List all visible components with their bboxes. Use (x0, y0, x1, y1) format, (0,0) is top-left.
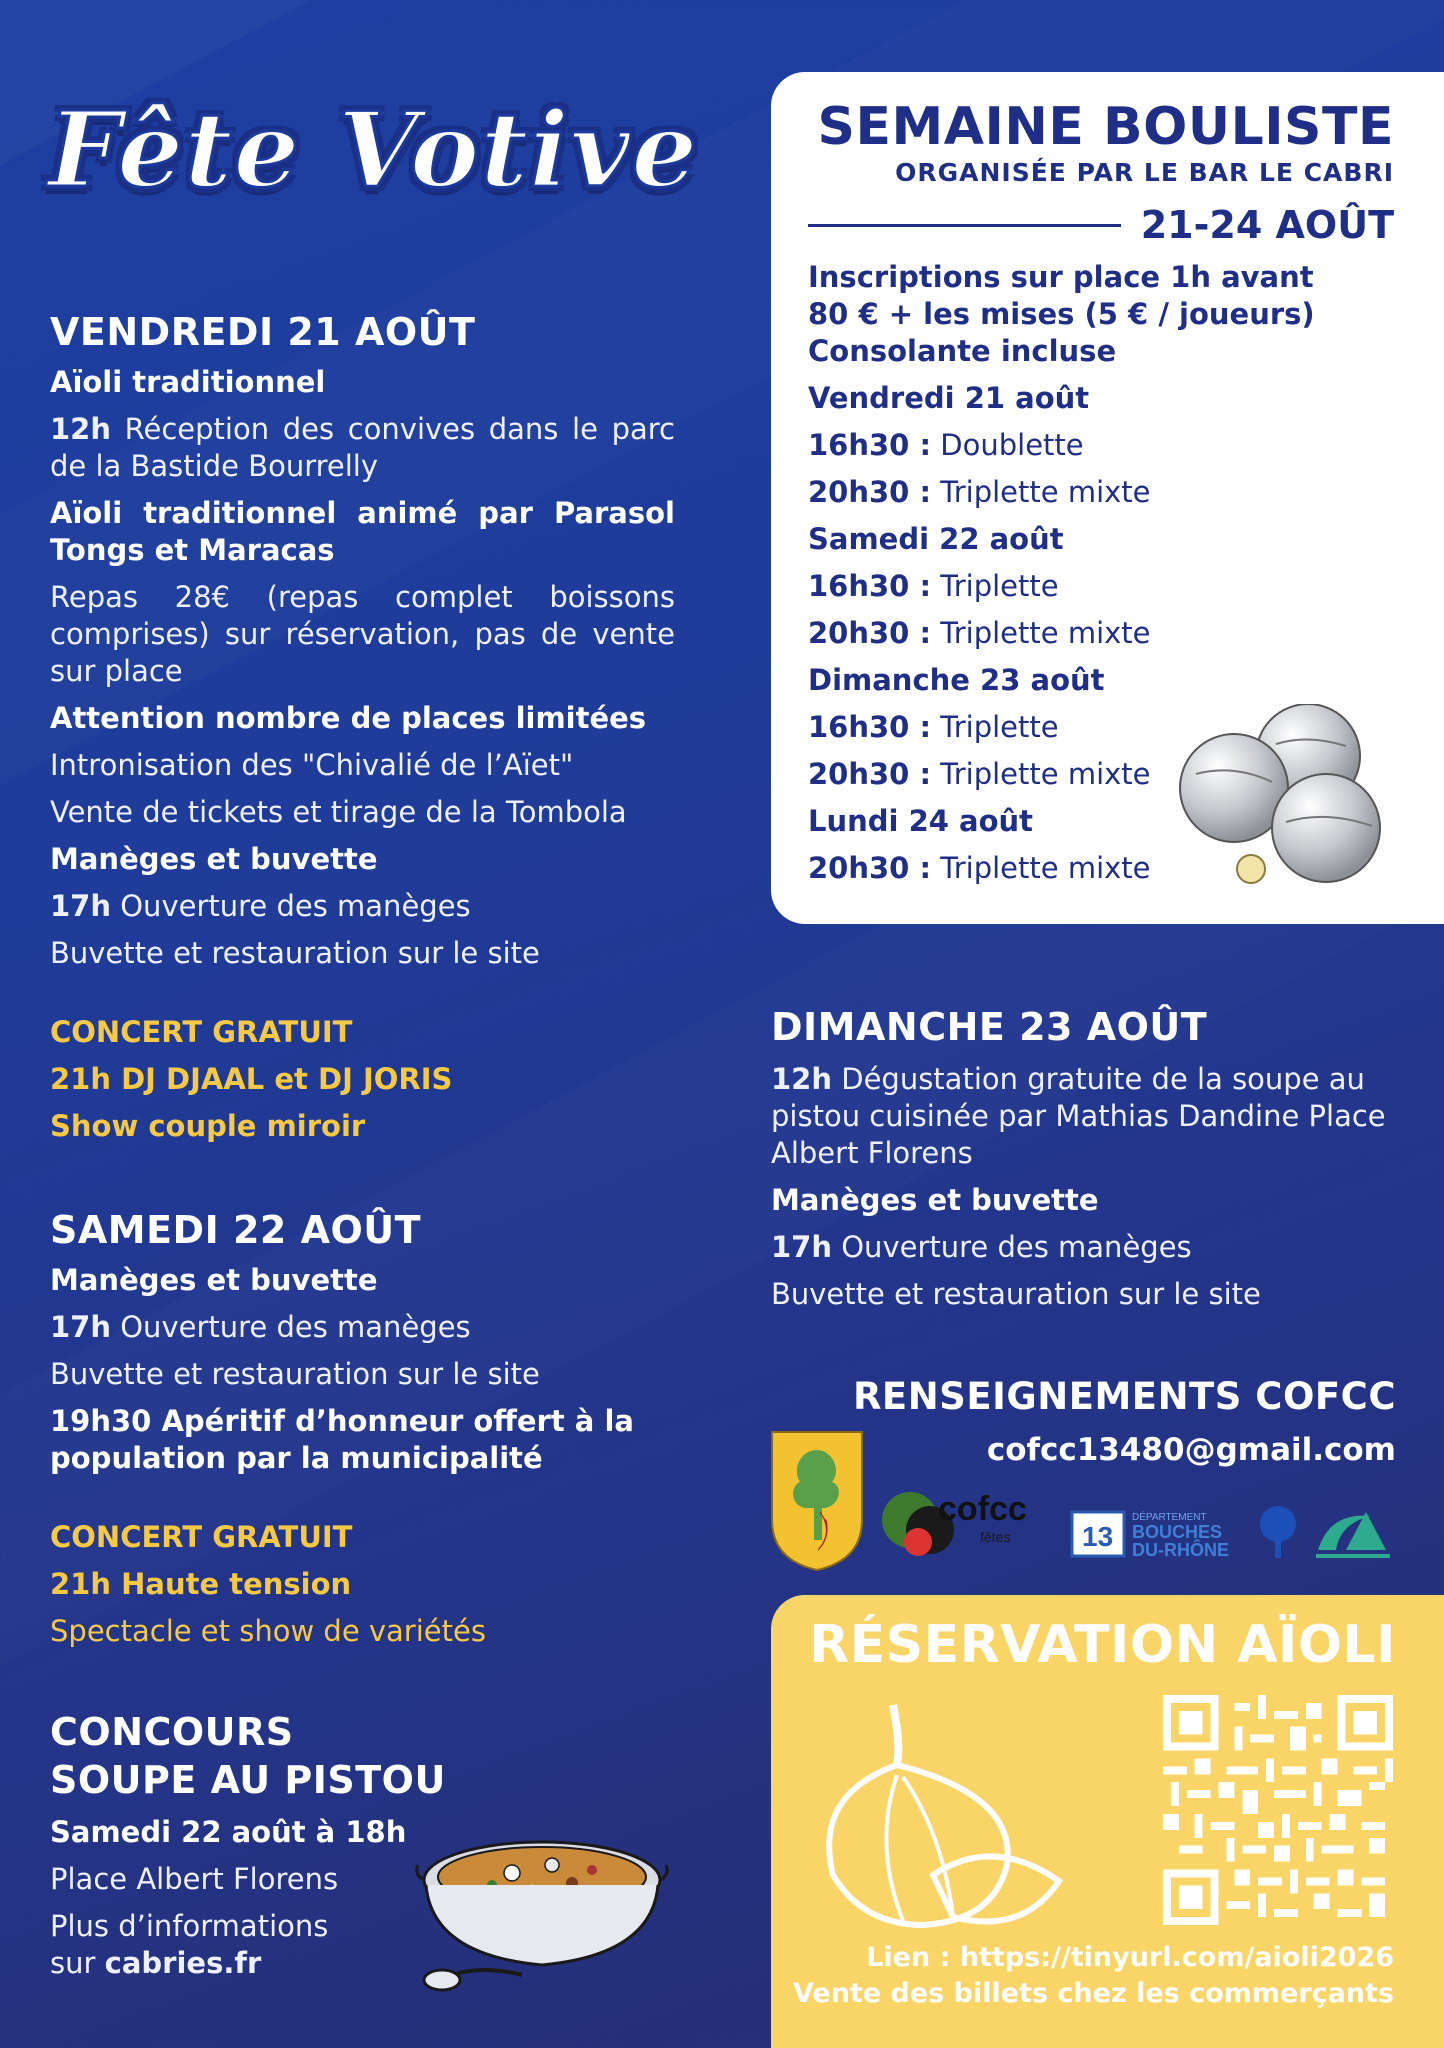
sunday-maneges: Manèges et buvette (771, 1183, 1099, 1217)
time-label: 16h30 : (808, 569, 932, 603)
friday-intronisation: Intronisation des "Chivalié de l’Aïet" (50, 748, 574, 782)
event-label: Triplette mixte (931, 475, 1151, 509)
reservation-panel (771, 1595, 1444, 2048)
website-link[interactable]: cabries.fr (104, 1946, 262, 1980)
reservation-link-block (793, 1940, 1394, 2012)
departement-logo (1072, 1510, 1229, 1560)
friday-meal: Repas 28€ (repas complet boissons comprises) sur réservation, pas de vente sur place (50, 580, 675, 688)
soupe-heading-1: CONCOURS (50, 1710, 294, 1754)
saturday-heading: SAMEDI 22 AOÛT (50, 1208, 422, 1252)
cofcc-logo (882, 1490, 1027, 1556)
tree-logo-icon (1260, 1506, 1296, 1558)
contact-email[interactable]: cofcc13480@gmail.com (986, 1432, 1396, 1468)
event-label: Doublette (931, 428, 1084, 462)
reception-text: Réception des convives dans le parc de la Bastide Bourrelly (50, 412, 675, 483)
bouliste-organizer: ORGANISÉE PAR LE BAR LE CABRI (895, 158, 1394, 187)
cofcc-logo-text: cofcc (938, 1490, 1027, 1528)
divider-line (808, 224, 1121, 227)
sunday-heading: DIMANCHE 23 AOÛT (771, 1005, 1208, 1049)
bouliste-inscriptions (808, 259, 1394, 370)
friday-show: Show couple miroir (50, 1109, 366, 1143)
friday-animation: Aïoli traditionnel animé par Parasol Tongs et Maracas (50, 496, 675, 567)
event-label: Triplette (931, 710, 1059, 744)
friday-section (50, 310, 675, 1145)
reservation-title: RÉSERVATION AÏOLI (809, 1615, 1396, 1675)
event-label: Triplette mixte (931, 757, 1151, 791)
soupe-date: Samedi 22 août à 18h (50, 1815, 407, 1849)
opening-text: Ouverture des manèges (832, 1230, 1192, 1264)
sunday-buvette: Buvette et restauration sur le site (771, 1277, 1261, 1311)
sponsor-logos (770, 1420, 1410, 1580)
saturday-concert-label: CONCERT GRATUIT (50, 1520, 353, 1554)
cofcc-logo-subtext: fêtes (980, 1529, 1011, 1545)
sunday-section (771, 1005, 1401, 1313)
reservation-link[interactable]: Lien : https://tinyurl.com/aioli2026 (866, 1942, 1394, 1973)
credit-agricole-logo-icon (1316, 1512, 1390, 1558)
sunday-degustation (771, 1061, 1401, 1172)
bouliste-row (808, 568, 1394, 605)
time-label: 17h (50, 889, 112, 923)
degustation-text: Dégustation gratuite de la soupe au pistou cuisinée par Mathias Dandine Place Albert Florens (771, 1062, 1386, 1170)
bouliste-day: Samedi 22 août (808, 522, 1064, 556)
bouliste-row (808, 615, 1394, 652)
soupe-info: Plus d’informations (50, 1909, 329, 1943)
friday-reception (50, 411, 675, 485)
departement-number: 13 (1082, 1521, 1114, 1552)
saturday-concert-band: 21h Haute tension (50, 1567, 352, 1601)
contact-heading: RENSEIGNEMENTS COFCC (852, 1375, 1396, 1418)
bouliste-dates: 21-24 AOÛT (1140, 203, 1394, 247)
soup-pot-icon (412, 1825, 677, 2000)
bouliste-row (808, 474, 1394, 511)
friday-maneges: Manèges et buvette (50, 842, 378, 876)
friday-limited: Attention nombre de places limitées (50, 701, 647, 735)
soupe-section (50, 1710, 470, 1982)
time-label: 12h (771, 1062, 833, 1096)
soupe-place: Place Albert Florens (50, 1862, 339, 1896)
departement-label: DÉPARTEMENT (1132, 1512, 1207, 1523)
time-label: 16h30 : (808, 710, 932, 744)
cabries-crest-icon (772, 1432, 862, 1570)
friday-buvette: Buvette et restauration sur le site (50, 936, 540, 970)
friday-concert-label: CONCERT GRATUIT (50, 1015, 353, 1049)
bouliste-date-row (808, 203, 1394, 247)
friday-tombola: Vente de tickets et tirage de la Tombola (50, 795, 627, 829)
event-label: Triplette (931, 569, 1059, 603)
time-label: 20h30 : (808, 757, 932, 791)
friday-concert-djs: 21h DJ DJAAL et DJ JORIS (50, 1062, 453, 1096)
bouliste-card (771, 72, 1444, 924)
garlic-icon (793, 1685, 1073, 1945)
time-label: 20h30 : (808, 851, 932, 885)
departement-name-1: BOUCHES (1132, 1522, 1223, 1542)
inscription-line: Inscriptions sur place 1h avant (808, 260, 1314, 294)
bouliste-day: Dimanche 23 août (808, 663, 1105, 697)
event-label: Triplette mixte (931, 851, 1151, 885)
friday-heading: VENDREDI 21 AOÛT (50, 310, 476, 354)
time-label: 17h (50, 1310, 112, 1344)
saturday-aperitif: 19h30 Apéritif d’honneur offert à la population par la municipalité (50, 1404, 634, 1475)
bouliste-row (808, 427, 1394, 464)
saturday-section (50, 1208, 675, 1650)
soupe-heading-2: SOUPE AU PISTOU (50, 1758, 446, 1802)
opening-text: Ouverture des manèges (111, 1310, 471, 1344)
qr-code-icon[interactable] (1163, 1695, 1393, 1925)
bouliste-title: SEMAINE BOULISTE (817, 97, 1394, 157)
time-label: 12h (50, 412, 112, 446)
petanque-balls-icon (1176, 704, 1396, 884)
time-label: 17h (771, 1230, 833, 1264)
saturday-spectacle: Spectacle et show de variétés (50, 1614, 486, 1648)
time-label: 16h30 : (808, 428, 932, 462)
sunday-opening (771, 1229, 1401, 1266)
saturday-opening (50, 1309, 675, 1346)
bouliste-day: Lundi 24 août (808, 804, 1034, 838)
saturday-buvette: Buvette et restauration sur le site (50, 1357, 540, 1391)
time-label: 20h30 : (808, 616, 932, 650)
page-title: Fête Votive (48, 88, 699, 211)
reservation-note: Vente des billets chez les commerçants (792, 1978, 1394, 2009)
opening-text: Ouverture des manèges (111, 889, 471, 923)
soupe-website (50, 1945, 470, 1982)
price-line: 80 € + les mises (5 € / joueurs) (808, 297, 1315, 331)
saturday-maneges: Manèges et buvette (50, 1263, 378, 1297)
website-prefix: sur (50, 1946, 105, 1980)
time-label: 20h30 : (808, 475, 932, 509)
event-label: Triplette mixte (931, 616, 1151, 650)
consolante-line: Consolante incluse (808, 334, 1117, 368)
friday-opening (50, 888, 675, 925)
friday-aioli: Aïoli traditionnel (50, 365, 326, 399)
bouliste-day: Vendredi 21 août (808, 381, 1090, 415)
departement-name-2: DU-RHÔNE (1132, 1540, 1229, 1560)
